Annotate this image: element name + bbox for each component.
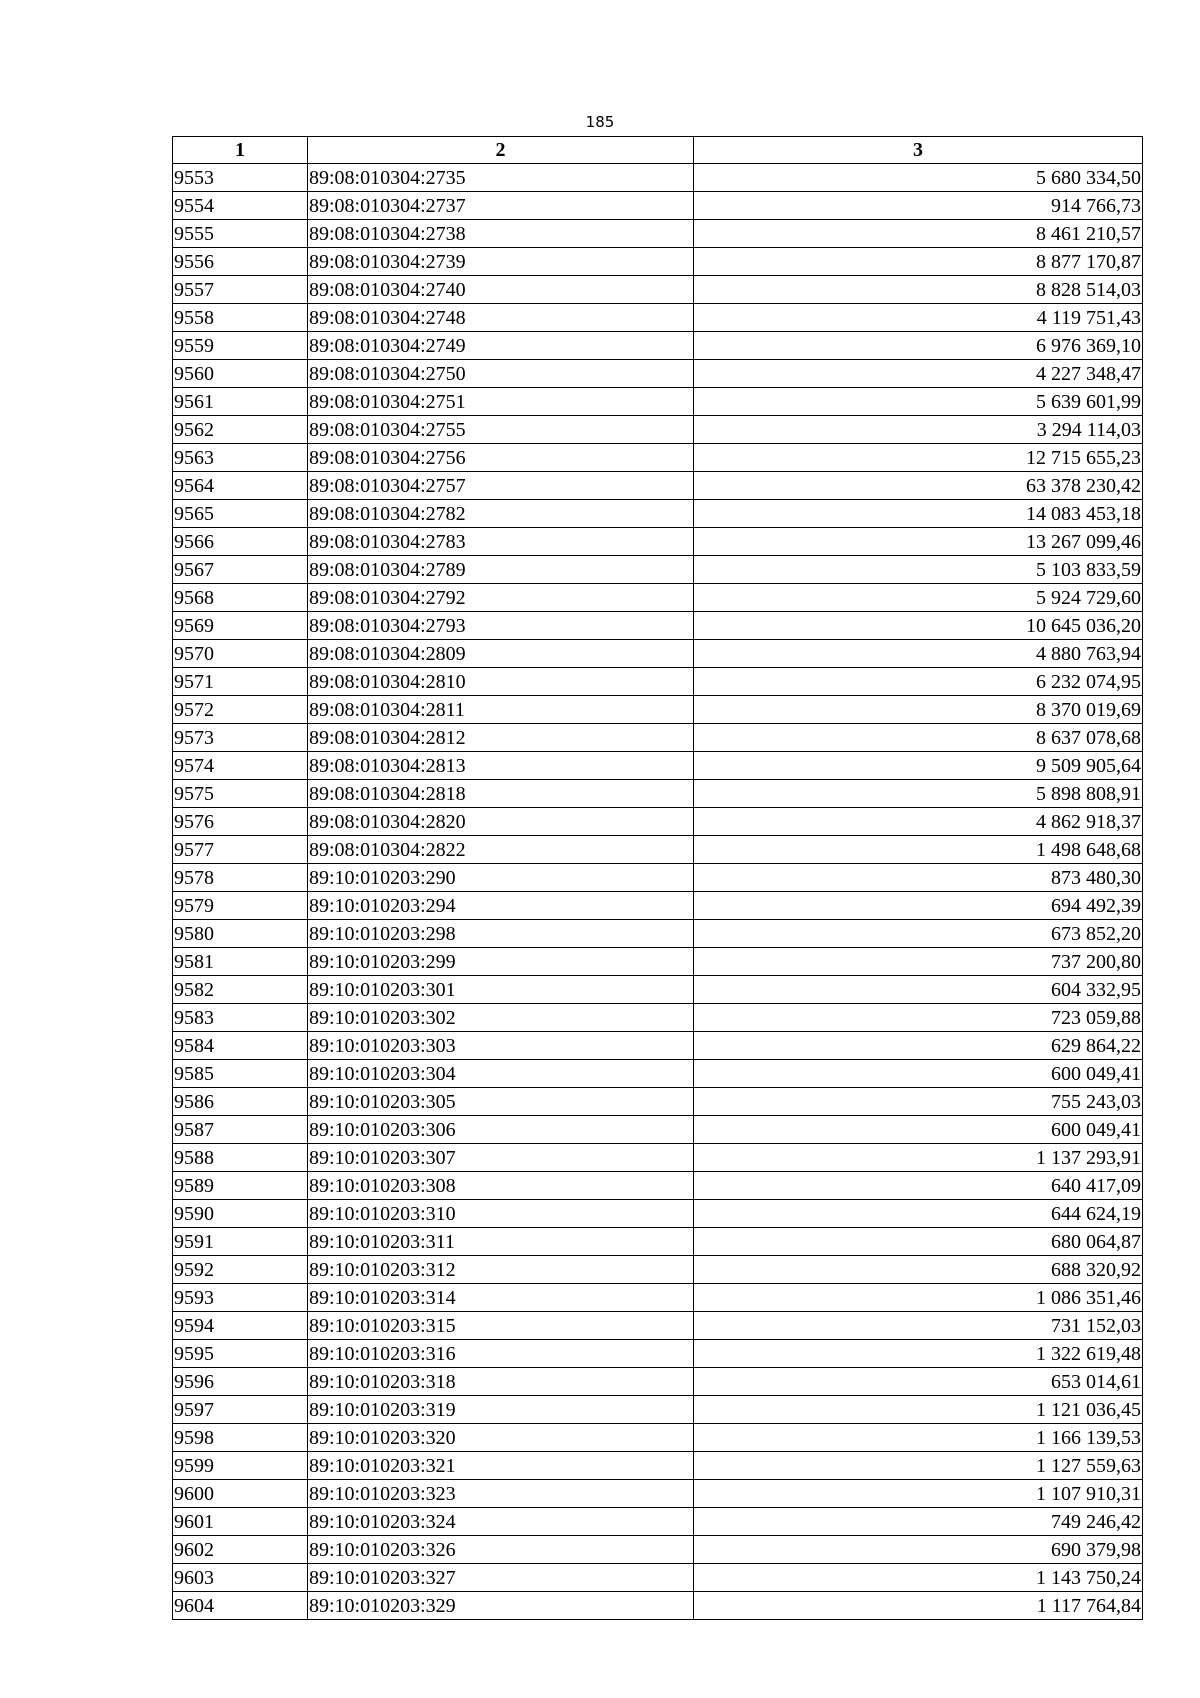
row-number-cell: 9561: [173, 388, 308, 416]
table-row: [173, 1592, 1143, 1620]
value-cell: 4 880 763,94: [694, 640, 1143, 668]
value-cell: 600 049,41: [694, 1116, 1143, 1144]
table-row: [173, 1312, 1143, 1340]
value-cell: 6 232 074,95: [694, 668, 1143, 696]
row-number-cell: 9560: [173, 360, 308, 388]
table-row: [173, 556, 1143, 584]
cadastral-number-cell: 89:08:010304:2757: [308, 472, 694, 500]
table-row: [173, 1508, 1143, 1536]
cadastral-number-cell: 89:10:010203:318: [308, 1368, 694, 1396]
cadastral-number-cell: 89:10:010203:323: [308, 1480, 694, 1508]
table-row: [173, 528, 1143, 556]
cadastral-number-cell: 89:10:010203:303: [308, 1032, 694, 1060]
row-number-cell: 9595: [173, 1340, 308, 1368]
row-number-cell: 9576: [173, 808, 308, 836]
value-cell: 4 119 751,43: [694, 304, 1143, 332]
value-cell: 914 766,73: [694, 192, 1143, 220]
table-row: [173, 360, 1143, 388]
cadastral-number-cell: 89:10:010203:290: [308, 864, 694, 892]
row-number-cell: 9580: [173, 920, 308, 948]
cadastral-number-cell: 89:08:010304:2813: [308, 752, 694, 780]
table-row: [173, 948, 1143, 976]
table-row: [173, 1536, 1143, 1564]
value-cell: 1 117 764,84: [694, 1592, 1143, 1620]
table-row: [173, 416, 1143, 444]
table-row: [173, 668, 1143, 696]
cadastral-number-cell: 89:08:010304:2789: [308, 556, 694, 584]
value-cell: 4 862 918,37: [694, 808, 1143, 836]
value-cell: 629 864,22: [694, 1032, 1143, 1060]
table-row: [173, 640, 1143, 668]
row-number-cell: 9573: [173, 724, 308, 752]
value-cell: 3 294 114,03: [694, 416, 1143, 444]
cadastral-number-cell: 89:10:010203:294: [308, 892, 694, 920]
table-row: [173, 1340, 1143, 1368]
cadastral-number-cell: 89:10:010203:320: [308, 1424, 694, 1452]
row-number-cell: 9596: [173, 1368, 308, 1396]
cadastral-number-cell: 89:10:010203:311: [308, 1228, 694, 1256]
value-cell: 653 014,61: [694, 1368, 1143, 1396]
value-cell: 600 049,41: [694, 1060, 1143, 1088]
row-number-cell: 9602: [173, 1536, 308, 1564]
table-row: [173, 808, 1143, 836]
row-number-cell: 9598: [173, 1424, 308, 1452]
row-number-cell: 9590: [173, 1200, 308, 1228]
row-number-cell: 9554: [173, 192, 308, 220]
table-row: [173, 1088, 1143, 1116]
row-number-cell: 9566: [173, 528, 308, 556]
table-row: [173, 976, 1143, 1004]
value-cell: 8 370 019,69: [694, 696, 1143, 724]
cadastral-number-cell: 89:08:010304:2818: [308, 780, 694, 808]
table-row: [173, 444, 1143, 472]
value-cell: 755 243,03: [694, 1088, 1143, 1116]
table-row: [173, 1116, 1143, 1144]
row-number-cell: 9569: [173, 612, 308, 640]
cadastral-number-cell: 89:10:010203:315: [308, 1312, 694, 1340]
cadastral-number-cell: 89:10:010203:306: [308, 1116, 694, 1144]
value-cell: 4 227 348,47: [694, 360, 1143, 388]
header-col-3: 3: [694, 137, 1143, 164]
registry-table: [172, 136, 1143, 1620]
table-row: [173, 780, 1143, 808]
cadastral-number-cell: 89:10:010203:316: [308, 1340, 694, 1368]
cadastral-number-cell: 89:10:010203:314: [308, 1284, 694, 1312]
cadastral-number-cell: 89:08:010304:2811: [308, 696, 694, 724]
cadastral-number-cell: 89:08:010304:2756: [308, 444, 694, 472]
cadastral-number-cell: 89:10:010203:307: [308, 1144, 694, 1172]
value-cell: 8 461 210,57: [694, 220, 1143, 248]
table-row: [173, 248, 1143, 276]
value-cell: 1 137 293,91: [694, 1144, 1143, 1172]
cadastral-number-cell: 89:10:010203:310: [308, 1200, 694, 1228]
cadastral-number-cell: 89:08:010304:2793: [308, 612, 694, 640]
value-cell: 1 086 351,46: [694, 1284, 1143, 1312]
header-col-1: 1: [173, 137, 308, 164]
row-number-cell: 9584: [173, 1032, 308, 1060]
row-number-cell: 9592: [173, 1256, 308, 1284]
row-number-cell: 9585: [173, 1060, 308, 1088]
table-row: [173, 696, 1143, 724]
cadastral-number-cell: 89:08:010304:2750: [308, 360, 694, 388]
row-number-cell: 9578: [173, 864, 308, 892]
row-number-cell: 9570: [173, 640, 308, 668]
value-cell: 8 637 078,68: [694, 724, 1143, 752]
row-number-cell: 9589: [173, 1172, 308, 1200]
row-number-cell: 9571: [173, 668, 308, 696]
value-cell: 640 417,09: [694, 1172, 1143, 1200]
value-cell: 8 877 170,87: [694, 248, 1143, 276]
value-cell: 1 127 559,63: [694, 1452, 1143, 1480]
cadastral-number-cell: 89:08:010304:2740: [308, 276, 694, 304]
row-number-cell: 9567: [173, 556, 308, 584]
value-cell: 1 166 139,53: [694, 1424, 1143, 1452]
cadastral-number-cell: 89:10:010203:329: [308, 1592, 694, 1620]
row-number-cell: 9601: [173, 1508, 308, 1536]
table-row: [173, 164, 1143, 192]
cadastral-number-cell: 89:08:010304:2735: [308, 164, 694, 192]
row-number-cell: 9556: [173, 248, 308, 276]
cadastral-number-cell: 89:08:010304:2783: [308, 528, 694, 556]
value-cell: 5 898 808,91: [694, 780, 1143, 808]
row-number-cell: 9575: [173, 780, 308, 808]
table-row: [173, 192, 1143, 220]
row-number-cell: 9579: [173, 892, 308, 920]
table-row: [173, 1144, 1143, 1172]
value-cell: 749 246,42: [694, 1508, 1143, 1536]
value-cell: 694 492,39: [694, 892, 1143, 920]
cadastral-number-cell: 89:10:010203:321: [308, 1452, 694, 1480]
row-number-cell: 9562: [173, 416, 308, 444]
cadastral-number-cell: 89:08:010304:2737: [308, 192, 694, 220]
value-cell: 6 976 369,10: [694, 332, 1143, 360]
table-row: [173, 472, 1143, 500]
row-number-cell: 9553: [173, 164, 308, 192]
table-row: [173, 276, 1143, 304]
row-number-cell: 9563: [173, 444, 308, 472]
value-cell: 1 143 750,24: [694, 1564, 1143, 1592]
value-cell: 5 680 334,50: [694, 164, 1143, 192]
table-row: [173, 584, 1143, 612]
table-row: [173, 1480, 1143, 1508]
table-row: [173, 1032, 1143, 1060]
table-row: [173, 1368, 1143, 1396]
row-number-cell: 9594: [173, 1312, 308, 1340]
row-number-cell: 9586: [173, 1088, 308, 1116]
value-cell: 1 322 619,48: [694, 1340, 1143, 1368]
value-cell: 12 715 655,23: [694, 444, 1143, 472]
row-number-cell: 9591: [173, 1228, 308, 1256]
row-number-cell: 9583: [173, 1004, 308, 1032]
table-row: [173, 220, 1143, 248]
row-number-cell: 9568: [173, 584, 308, 612]
row-number-cell: 9604: [173, 1592, 308, 1620]
row-number-cell: 9582: [173, 976, 308, 1004]
cadastral-number-cell: 89:10:010203:308: [308, 1172, 694, 1200]
cadastral-number-cell: 89:10:010203:304: [308, 1060, 694, 1088]
value-cell: 690 379,98: [694, 1536, 1143, 1564]
cadastral-number-cell: 89:08:010304:2739: [308, 248, 694, 276]
value-cell: 1 107 910,31: [694, 1480, 1143, 1508]
cadastral-number-cell: 89:08:010304:2810: [308, 668, 694, 696]
cadastral-number-cell: 89:08:010304:2782: [308, 500, 694, 528]
table-row: [173, 864, 1143, 892]
value-cell: 688 320,92: [694, 1256, 1143, 1284]
cadastral-number-cell: 89:08:010304:2812: [308, 724, 694, 752]
row-number-cell: 9559: [173, 332, 308, 360]
table-row: [173, 1256, 1143, 1284]
table-row: [173, 612, 1143, 640]
table-row: [173, 1564, 1143, 1592]
table-row: [173, 1228, 1143, 1256]
cadastral-number-cell: 89:08:010304:2820: [308, 808, 694, 836]
table-header: [173, 137, 1143, 164]
table-row: [173, 1424, 1143, 1452]
row-number-cell: 9565: [173, 500, 308, 528]
table-row: [173, 1060, 1143, 1088]
value-cell: 723 059,88: [694, 1004, 1143, 1032]
value-cell: 680 064,87: [694, 1228, 1143, 1256]
value-cell: 10 645 036,20: [694, 612, 1143, 640]
cadastral-number-cell: 89:08:010304:2755: [308, 416, 694, 444]
cadastral-number-cell: 89:10:010203:299: [308, 948, 694, 976]
cadastral-number-cell: 89:08:010304:2748: [308, 304, 694, 332]
row-number-cell: 9597: [173, 1396, 308, 1424]
cadastral-number-cell: 89:10:010203:327: [308, 1564, 694, 1592]
table-row: [173, 836, 1143, 864]
row-number-cell: 9600: [173, 1480, 308, 1508]
cadastral-number-cell: 89:08:010304:2792: [308, 584, 694, 612]
header-col-2: 2: [308, 137, 694, 164]
table-row: [173, 1004, 1143, 1032]
cadastral-number-cell: 89:08:010304:2738: [308, 220, 694, 248]
row-number-cell: 9558: [173, 304, 308, 332]
table-row: [173, 388, 1143, 416]
row-number-cell: 9555: [173, 220, 308, 248]
row-number-cell: 9593: [173, 1284, 308, 1312]
cadastral-number-cell: 89:10:010203:326: [308, 1536, 694, 1564]
value-cell: 673 852,20: [694, 920, 1143, 948]
table-row: [173, 1172, 1143, 1200]
header-row: [173, 137, 1143, 164]
table-row: [173, 920, 1143, 948]
row-number-cell: 9577: [173, 836, 308, 864]
cadastral-number-cell: 89:10:010203:298: [308, 920, 694, 948]
table-row: [173, 752, 1143, 780]
table-row: [173, 500, 1143, 528]
table-row: [173, 892, 1143, 920]
cadastral-number-cell: 89:08:010304:2749: [308, 332, 694, 360]
value-cell: 873 480,30: [694, 864, 1143, 892]
value-cell: 1 498 648,68: [694, 836, 1143, 864]
value-cell: 63 378 230,42: [694, 472, 1143, 500]
table-row: [173, 1396, 1143, 1424]
table-row: [173, 304, 1143, 332]
cadastral-number-cell: 89:08:010304:2751: [308, 388, 694, 416]
row-number-cell: 9572: [173, 696, 308, 724]
cadastral-number-cell: 89:10:010203:305: [308, 1088, 694, 1116]
value-cell: 604 332,95: [694, 976, 1143, 1004]
cadastral-number-cell: 89:08:010304:2822: [308, 836, 694, 864]
row-number-cell: 9599: [173, 1452, 308, 1480]
table-row: [173, 1284, 1143, 1312]
value-cell: 5 639 601,99: [694, 388, 1143, 416]
value-cell: 13 267 099,46: [694, 528, 1143, 556]
row-number-cell: 9574: [173, 752, 308, 780]
value-cell: 5 103 833,59: [694, 556, 1143, 584]
value-cell: 14 083 453,18: [694, 500, 1143, 528]
value-cell: 737 200,80: [694, 948, 1143, 976]
table-row: [173, 724, 1143, 752]
value-cell: 731 152,03: [694, 1312, 1143, 1340]
cadastral-number-cell: 89:10:010203:301: [308, 976, 694, 1004]
table-body: [173, 164, 1143, 1620]
table-row: [173, 1200, 1143, 1228]
row-number-cell: 9603: [173, 1564, 308, 1592]
table-row: [173, 1452, 1143, 1480]
row-number-cell: 9564: [173, 472, 308, 500]
row-number-cell: 9557: [173, 276, 308, 304]
value-cell: 1 121 036,45: [694, 1396, 1143, 1424]
value-cell: 8 828 514,03: [694, 276, 1143, 304]
value-cell: 5 924 729,60: [694, 584, 1143, 612]
cadastral-number-cell: 89:10:010203:319: [308, 1396, 694, 1424]
row-number-cell: 9581: [173, 948, 308, 976]
cadastral-number-cell: 89:10:010203:312: [308, 1256, 694, 1284]
row-number-cell: 9588: [173, 1144, 308, 1172]
cadastral-number-cell: 89:10:010203:324: [308, 1508, 694, 1536]
value-cell: 644 624,19: [694, 1200, 1143, 1228]
table-row: [173, 332, 1143, 360]
page-number: 185: [585, 113, 615, 131]
cadastral-number-cell: 89:08:010304:2809: [308, 640, 694, 668]
value-cell: 9 509 905,64: [694, 752, 1143, 780]
row-number-cell: 9587: [173, 1116, 308, 1144]
cadastral-number-cell: 89:10:010203:302: [308, 1004, 694, 1032]
